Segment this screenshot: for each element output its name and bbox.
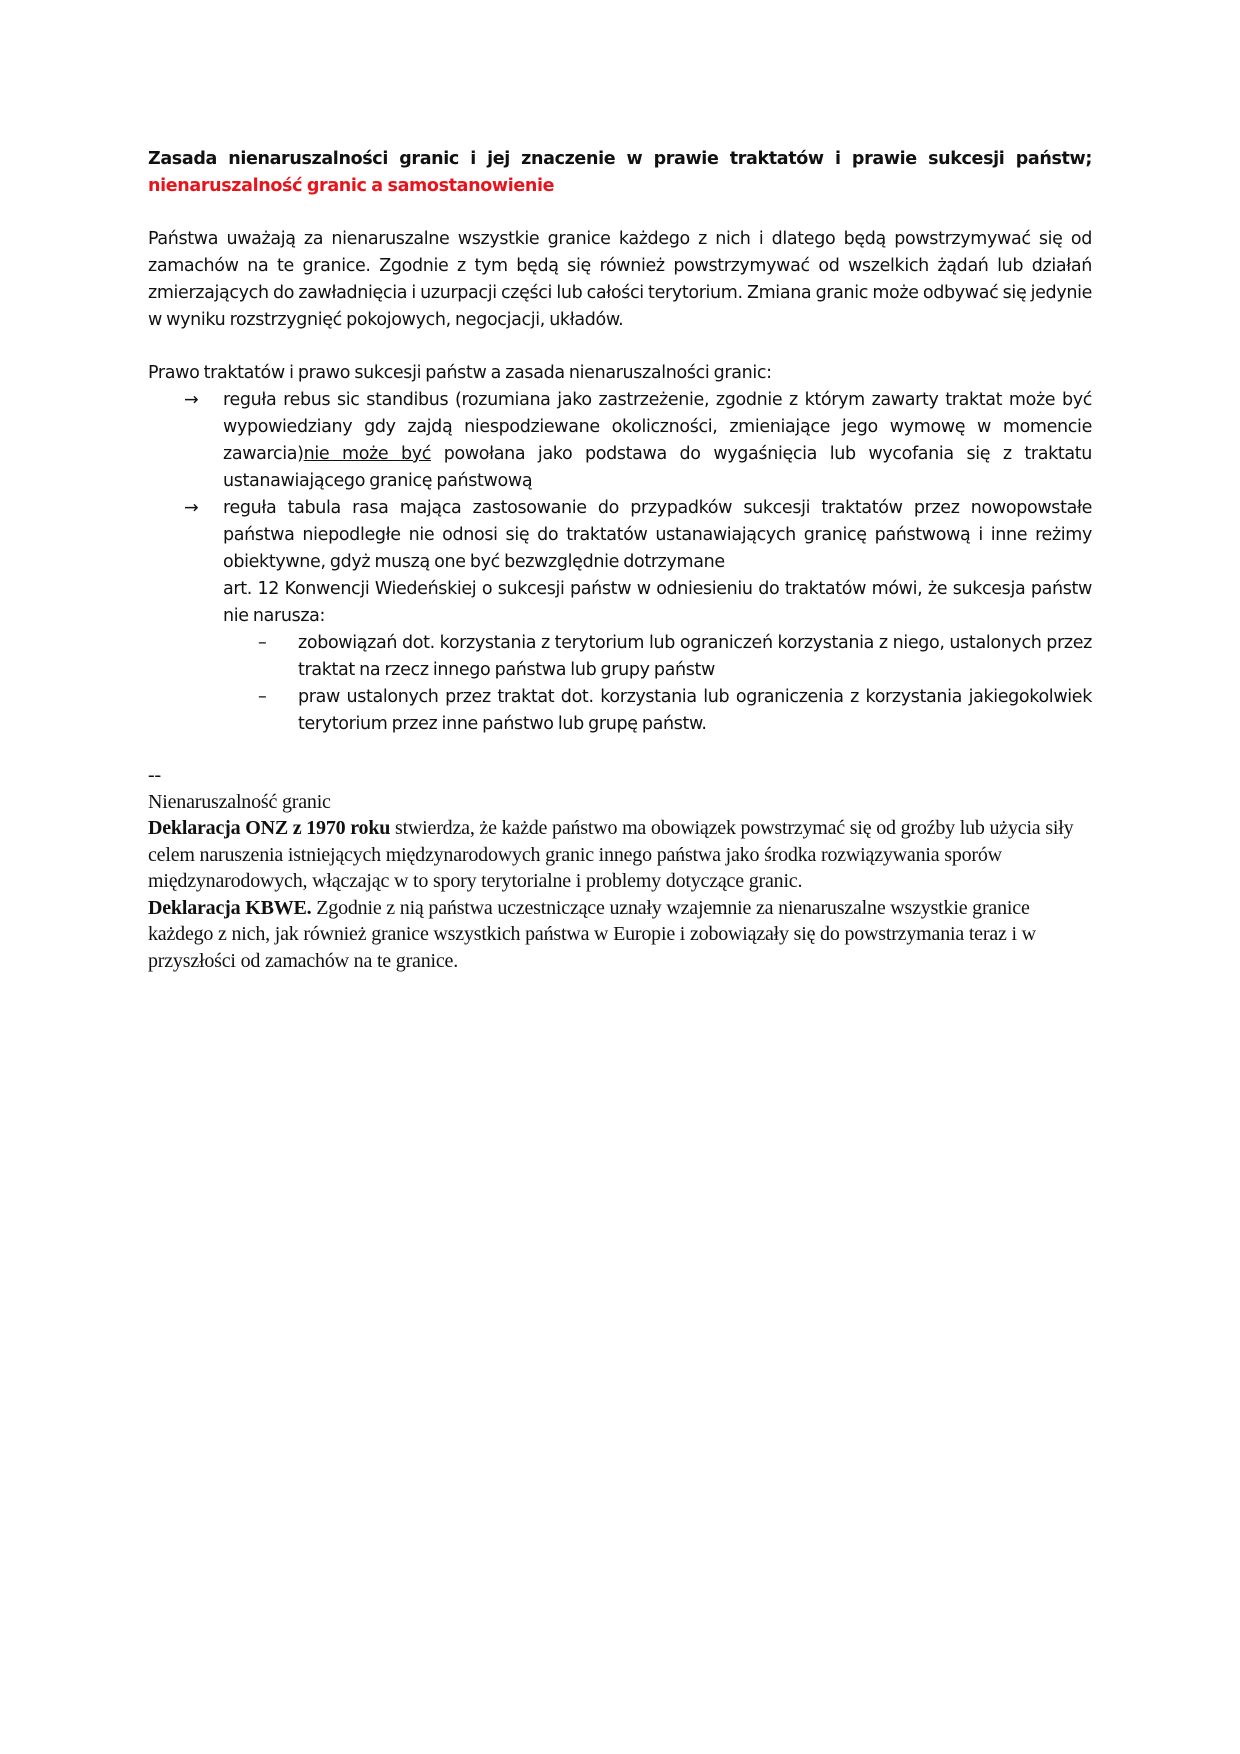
onz-declaration-paragraph [148,815,1092,895]
separator: -- [148,764,161,786]
sub-item-text: zobowiązań dot. korzystania z terytorium lub ograniczeń korzystania z niego, ustalonych przez traktat na rzecz innego państwa lub grupy państw [298,633,1092,680]
item1-text-before: reguła rebus sic standibus (rozumiana jako zastrzeżenie, zgodnie z którym zawarty traktat może być wypowiedziany gdy zajdą niespodziewane okoliczności, zmieniające jego wymowę w momencie zawarcia) [223,390,1092,464]
item1-text-after: powołana jako podstawa do wygaśnięcia lub wycofania się z traktatu ustanawiającego granicę państwową [223,444,1092,491]
list-item [148,387,1092,495]
document-title [148,146,1092,200]
sub-list-item [223,684,1092,738]
kbwe-declaration-title: Deklaracja KBWE. [148,896,312,919]
title-red-subtitle: nienaruszalność granic a samostanowienie [148,176,555,196]
list-item [148,495,1092,738]
onz-declaration-title: Deklaracja ONZ z 1970 roku [148,817,391,839]
item2-article-text: art. 12 Konwencji Wiedeńskiej o sukcesji państw w odniesieniu do traktatów mówi, że sukcesja państw nie narusza: [223,579,1092,626]
document-page [148,146,1092,974]
sub-item-text: praw ustalonych przez traktat dot. korzystania lub ograniczenia z korzystania jakiegokolwiek terytorium przez inne państwo lub grupę państw. [298,687,1092,734]
kbwe-declaration-text: Zgodnie z nią państwa uczestniczące uznały wzajemnie za nienaruszalne wszystkie granice każdego z nich, jak również granice wszystkich państwa w Europie i zobowiązały się do powstrzymania teraz i w przyszłości od zamachów na te granice. [148,896,1036,972]
kbwe-declaration-paragraph [148,895,1092,975]
dash-sublist [223,630,1092,738]
item1-underlined-text: nie może być [303,444,432,464]
sub-list-item [223,630,1092,684]
section-heading: Prawo traktatów i prawo sukcesji państw a zasada nienaruszalności granic: [148,363,772,383]
section2-heading: Nienaruszalność granic [148,790,331,813]
spacer [148,200,1092,226]
arrow-bullet-icon: → [184,390,199,410]
onz-declaration-text: stwierdza, że każde państwo ma obowiązek powstrzymać się od groźby lub użycia siły celem naruszenia istniejących międzynarodowych granic innego państwa jako środka rozwiązywania sporów międzynarodowych, włączając w to spory terytorialne i problemy dotyczące granic. [148,817,1074,892]
paragraph-intro: Państwa uważają za nienaruszalne wszystkie granice każdego z nich i dlatego będą powstrzymywać się od zamachów na te granice. Zgodnie z tym będą się również powstrzymywać od wszelkich żądań lub działań zmierzających do zawładnięcia i uzurpacji części lub całości terytorium. Zmiana granic może odbywać się jedynie w wyniku rozstrzygnięć pokojowych, negocjacji, układów. [148,229,1092,330]
title-main: Zasada nienaruszalności granic i jej znaczenie w prawie traktatów i prawie sukcesji państw; [148,149,1092,169]
spacer [148,738,1092,762]
spacer [148,334,1092,360]
dash-bullet-icon: – [258,633,267,653]
arrow-bullet-icon: → [184,498,199,518]
item2-text: reguła tabula rasa mająca zastosowanie do przypadków sukcesji traktatów przez nowopowstałe państwa niepodległe nie odnosi się do traktatów ustanawiających granicę państwową i inne reżimy obiektywne, gdyż muszą one być bezwzględnie dotrzymane [223,498,1092,572]
dash-bullet-icon: – [258,687,267,707]
arrow-list [148,387,1092,738]
